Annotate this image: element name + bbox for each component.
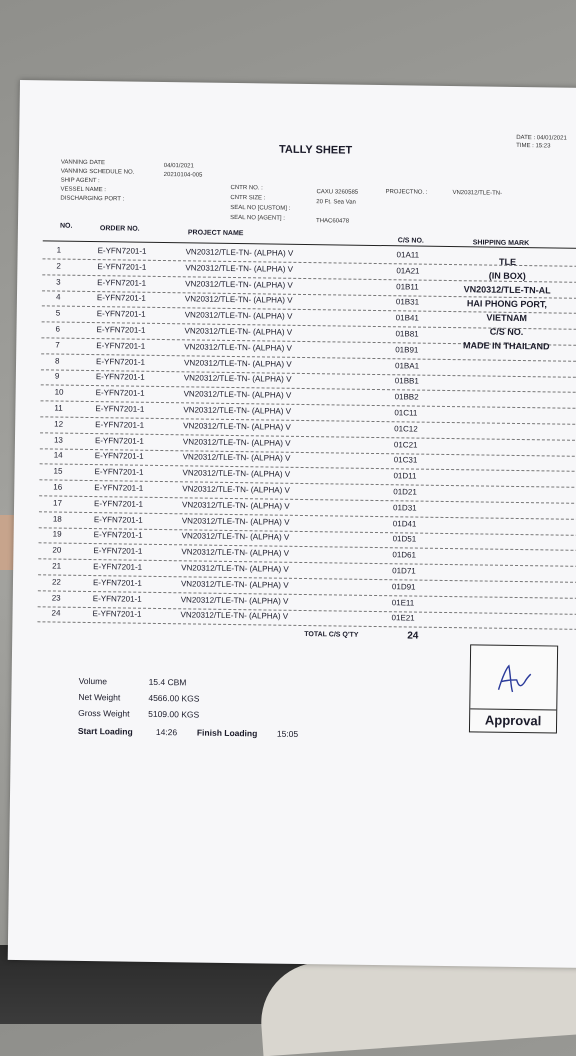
finish-loading-label: Finish Loading: [196, 727, 258, 739]
row-project-name: VN20312/TLE-TN- (ALPHA) V: [181, 515, 290, 527]
volume-label: Volume: [78, 675, 108, 687]
row-project-name: VN20312/TLE-TN- (ALPHA) V: [182, 484, 290, 495]
row-order-no: E-YFN7201-1: [94, 451, 144, 462]
row-no: 17: [53, 498, 63, 508]
row-no: 6: [55, 324, 61, 334]
row-project-name: VN20312/TLE-TN- (ALPHA) V: [185, 247, 294, 258]
row-no: 8: [55, 356, 60, 366]
row-cs-no: 01D71: [392, 566, 416, 576]
row-no: 5: [55, 308, 61, 318]
row-project-name: VN20312/TLE-TN- (ALPHA) V: [181, 563, 289, 574]
cntr-values: [316, 187, 358, 208]
row-cs-no: 01D91: [391, 582, 416, 592]
row-project-name: VN20312/TLE-TN- (ALPHA) V: [184, 310, 293, 322]
cntr-no-label: CNTR NO. :: [230, 184, 263, 192]
mark-line: HAI PHONG PORT,: [466, 298, 547, 310]
row-cs-no: 01D41: [392, 518, 417, 529]
seal-agent-value: THAC60478: [316, 218, 350, 225]
row-cs-no: 01C11: [394, 408, 418, 418]
row-order-no: E-YFN7201-1: [96, 356, 146, 367]
row-project-name: VN20312/TLE-TN- (ALPHA) V: [185, 263, 294, 274]
row-project-name: VN20312/TLE-TN- (ALPHA) V: [184, 342, 292, 353]
summary-labels: [78, 673, 130, 722]
port-label: DISCHARGING PORT :: [60, 195, 125, 203]
row-no: 3: [56, 277, 61, 287]
vessel-label: VESSEL NAME :: [60, 186, 106, 194]
volume-value: 15.4 CBM: [148, 676, 187, 688]
row-project-name: VN20312/TLE-TN- (ALPHA) V: [183, 389, 292, 401]
row-order-no: E-YFN7201-1: [93, 514, 143, 525]
row-cs-no: 01B81: [395, 329, 419, 339]
row-order-no: E-YFN7201-1: [93, 530, 143, 541]
row-order-no: E-YFN7201-1: [97, 261, 147, 272]
row-no: 13: [53, 435, 63, 445]
row-order-no: E-YFN7201-1: [96, 293, 146, 304]
row-project-name: VN20312/TLE-TN- (ALPHA) V: [184, 326, 293, 337]
row-order-no: E-YFN7201-1: [92, 593, 142, 604]
start-loading-value: 14:26: [155, 726, 178, 738]
total-label: TOTAL C/S Q'TY: [304, 631, 359, 639]
schedule-value: 20210104-005: [163, 172, 203, 179]
row-cs-no: 01E11: [391, 597, 415, 608]
row-cs-no: 01D51: [392, 534, 417, 544]
row-order-no: E-YFN7201-1: [92, 609, 142, 620]
start-loading-label: Start Loading: [77, 725, 133, 737]
info-values: [164, 162, 203, 181]
row-order-no: E-YFN7201-1: [95, 372, 145, 383]
col-cs-header: C/S NO.: [397, 237, 424, 245]
row-order-no: E-YFN7201-1: [96, 340, 146, 351]
schedule-label: VANNING SCHEDULE NO.: [60, 168, 135, 176]
row-order-no: E-YFN7201-1: [96, 325, 146, 335]
row-no: 11: [54, 403, 63, 413]
row-cs-no: 01BB2: [394, 392, 419, 402]
project-no-value: VN20312/TLE-TN-: [452, 190, 503, 197]
row-cs-no: 01D61: [392, 550, 417, 560]
col-mark-header: SHIPPING MARK: [472, 239, 530, 248]
info-labels: [60, 159, 134, 205]
signature-mark: [470, 645, 557, 708]
row-order-no: E-YFN7201-1: [94, 498, 144, 509]
row-cs-no: 01B41: [395, 313, 419, 323]
mark-line: C/S NO.: [489, 326, 524, 338]
row-project-name: VN20312/TLE-TN- (ALPHA) V: [182, 436, 291, 448]
mark-line: MADE IN THAILAND: [463, 340, 550, 352]
cntr-size-value: 20 Ft. Sea Van: [316, 199, 356, 206]
row-cs-no: 01B91: [395, 345, 419, 355]
row-no: 2: [56, 261, 61, 271]
seal-agent-label: SEAL NO [AGENT] :: [230, 214, 285, 222]
mark-line: TLE: [498, 256, 517, 267]
row-project-name: VN20312/TLE-TN- (ALPHA) V: [180, 594, 289, 606]
row-no: 10: [54, 387, 64, 397]
row-no: 23: [51, 593, 61, 603]
row-project-name: VN20312/TLE-TN- (ALPHA) V: [180, 610, 289, 622]
row-cs-no: 01C12: [394, 424, 418, 434]
row-order-no: E-YFN7201-1: [94, 483, 144, 493]
row-cs-no: 01B11: [396, 281, 419, 292]
page-title: TALLY SHEET: [278, 143, 353, 157]
total-value: 24: [407, 630, 419, 642]
row-cs-no: 01D11: [393, 471, 417, 481]
summary-values: [148, 674, 200, 723]
col-order-header: ORDER NO.: [99, 225, 140, 233]
row-order-no: E-YFN7201-1: [97, 277, 147, 288]
row-cs-no: 01B31: [395, 297, 420, 307]
net-weight-value: 4566.00 KGS: [148, 692, 200, 704]
row-no: 24: [51, 608, 61, 619]
time-stamp: TIME : 15:23: [516, 142, 551, 150]
date-stamp: DATE : 04/01/2021: [516, 134, 567, 142]
row-project-name: VN20312/TLE-TN- (ALPHA) V: [181, 531, 290, 543]
approval-box: [469, 644, 558, 733]
vanning-date-value: 04/01/2021: [163, 163, 194, 170]
row-cs-no: 01D31: [393, 503, 417, 513]
approval-label: Approval: [470, 708, 556, 732]
row-order-no: E-YFN7201-1: [93, 546, 143, 556]
row-no: 22: [51, 577, 61, 587]
row-order-no: E-YFN7201-1: [94, 467, 144, 477]
row-project-name: VN20312/TLE-TN- (ALPHA) V: [181, 547, 290, 558]
row-project-name: VN20312/TLE-TN- (ALPHA) V: [182, 468, 291, 479]
row-no: 1: [56, 245, 62, 255]
row-project-name: VN20312/TLE-TN- (ALPHA) V: [183, 421, 291, 432]
row-order-no: E-YFN7201-1: [92, 577, 142, 588]
row-cs-no: 01C31: [393, 455, 418, 465]
tally-sheet-paper: [8, 80, 576, 968]
row-cs-no: 01A11: [396, 250, 420, 260]
gross-weight-label: Gross Weight: [78, 707, 130, 719]
row-project-name: VN20312/TLE-TN- (ALPHA) V: [182, 500, 290, 511]
row-project-name: VN20312/TLE-TN- (ALPHA) V: [184, 294, 293, 306]
row-no: 18: [52, 514, 62, 524]
row-no: 9: [54, 371, 60, 381]
row-no: 7: [55, 340, 60, 350]
row-no: 21: [52, 561, 62, 571]
row-order-no: E-YFN7201-1: [94, 435, 144, 446]
finish-loading-value: 15:05: [276, 728, 299, 739]
row-project-name: VN20312/TLE-TN- (ALPHA) V: [183, 373, 292, 385]
seal-custom-label: SEAL NO [CUSTOM] :: [230, 204, 291, 212]
row-project-name: VN20312/TLE-TN- (ALPHA) V: [182, 452, 291, 464]
mark-line: (IN BOX): [488, 270, 526, 282]
row-cs-no: 01A21: [396, 266, 420, 276]
row-no: 15: [53, 466, 63, 476]
row-no: 4: [55, 292, 61, 302]
row-order-no: E-YFN7201-1: [93, 562, 143, 572]
row-order-no: E-YFN7201-1: [96, 309, 146, 319]
mark-line: VN20312/TLE-TN-AL: [463, 284, 551, 296]
ship-agent-label: SHIP AGENT :: [60, 177, 100, 185]
row-project-name: VN20312/TLE-TN- (ALPHA) V: [183, 405, 292, 416]
row-project-name: VN20312/TLE-TN- (ALPHA) V: [184, 357, 292, 369]
vanning-date-label: VANNING DATE: [60, 159, 106, 167]
row-no: 19: [52, 529, 62, 540]
row-order-no: E-YFN7201-1: [97, 246, 147, 256]
project-no-label: PROJECTNO. :: [385, 189, 428, 196]
cntr-no-value: CAXU 3260585: [316, 189, 359, 196]
row-order-no: E-YFN7201-1: [95, 419, 145, 430]
col-no-header: NO.: [59, 222, 73, 230]
net-weight-label: Net Weight: [78, 691, 121, 703]
shipping-mark: [446, 254, 567, 354]
row-project-name: VN20312/TLE-TN- (ALPHA) V: [180, 579, 289, 590]
row-no: 16: [53, 482, 63, 492]
row-cs-no: 01C21: [393, 439, 418, 450]
gross-weight-value: 5109.00 KGS: [148, 708, 200, 720]
cntr-labels: [230, 183, 291, 224]
row-order-no: E-YFN7201-1: [95, 404, 145, 414]
row-order-no: E-YFN7201-1: [95, 388, 145, 398]
row-cs-no: 01BB1: [394, 376, 419, 386]
row-cs-no: 01D21: [393, 487, 417, 497]
row-no: 14: [53, 450, 63, 461]
row-no: 20: [52, 545, 62, 555]
row-no: 12: [54, 419, 64, 429]
mark-line: VIETNAM: [486, 312, 528, 324]
row-cs-no: 01E21: [391, 613, 415, 623]
row-cs-no: 01BA1: [394, 360, 420, 371]
col-project-header: PROJECT NAME: [187, 229, 244, 238]
row-project-name: VN20312/TLE-TN- (ALPHA) V: [185, 278, 293, 290]
cntr-size-label: CNTR SIZE :: [230, 194, 266, 202]
